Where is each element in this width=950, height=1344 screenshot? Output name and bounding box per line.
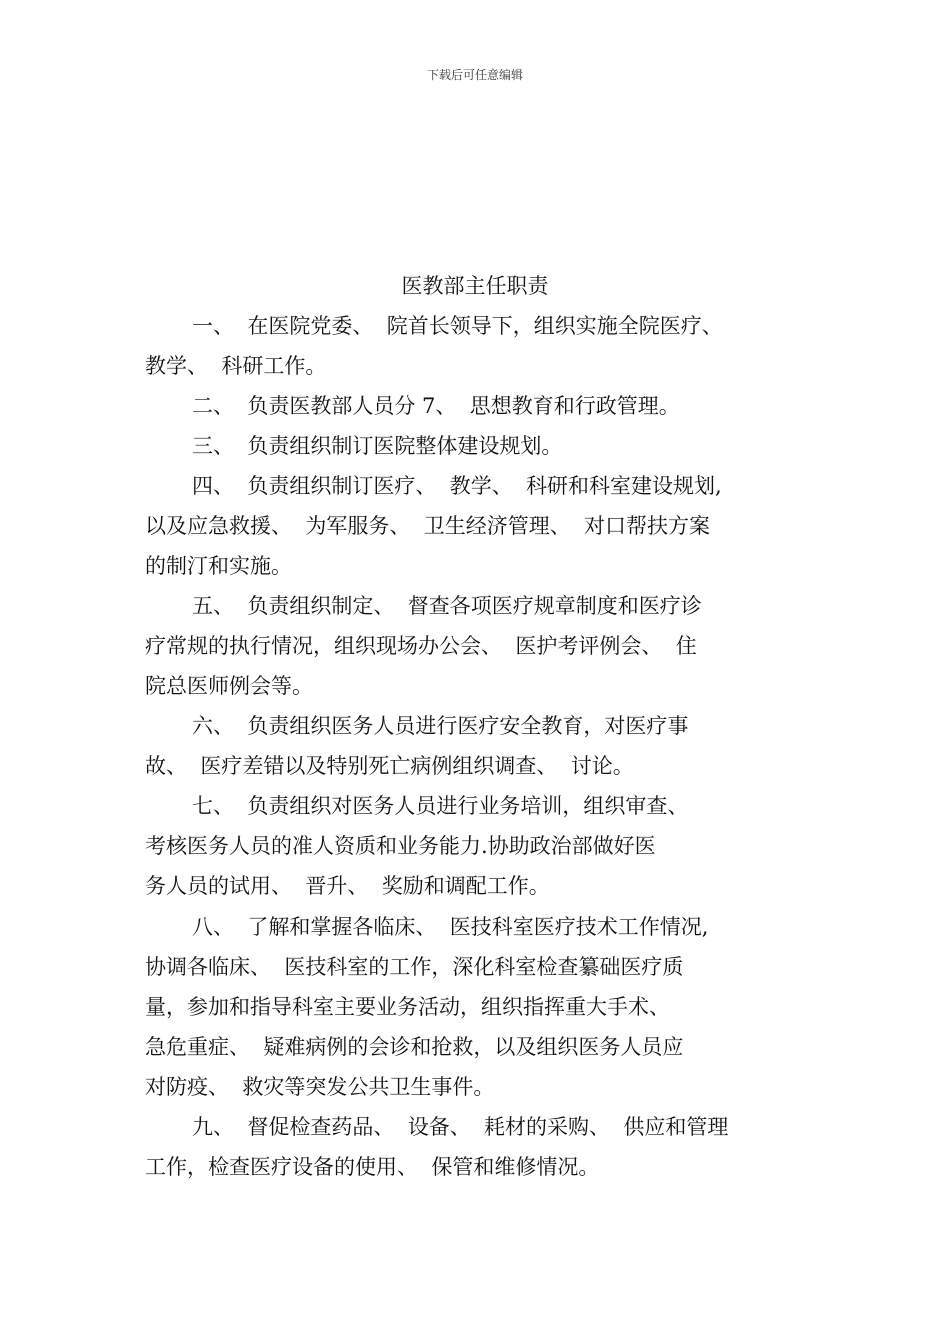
paragraph-line: 院总医师例会等。: [145, 674, 313, 698]
paragraph-line: 工作，检查医疗设备的使用、 保管和维修情况。: [145, 1155, 600, 1179]
paragraph-line: 八、 了解和掌握各临床、 医技科室医疗技术工作情况,: [192, 915, 709, 939]
paragraph-line: 量，参加和指导科室主要业务活动，组织指挥重大手术、: [145, 995, 670, 1019]
page-title: 医教部主任职责: [401, 274, 549, 298]
paragraph-line: 协调各临床、 医技科室的工作，深化科室检查纂础医疗质: [145, 955, 684, 979]
paragraph-line: 急危重症、 疑难病例的会诊和抢救，以及组织医务人员应: [145, 1035, 684, 1059]
paragraph-line: 九、 督促检查药品、 设备、 耗材的采购、 供应和管理: [192, 1115, 729, 1139]
paragraph-line: 七、 负责组织对医务人员进行业务培训，组织审查、: [192, 794, 689, 818]
paragraph-line: 六、 负责组织医务人员进行医疗安全教育，对医疗事: [192, 714, 689, 738]
paragraph-line: 三、 负责组织制订医院整体建设规划。: [192, 434, 563, 458]
paragraph-line: 的制汀和实施。: [145, 554, 292, 578]
paragraph-line: 疗常规的执行情况，组织现场办公会、 医护考评例会、 住: [145, 634, 697, 658]
paragraph-line: 以及应急救援、 为军服务、 卫生经济管理、 对口帮扶方案: [145, 514, 711, 538]
paragraph-line: 务人员的试用、 晋升、 奖励和调配工作。: [145, 874, 550, 898]
paragraph-line: 故、 医疗差错以及特别死亡病例组织调查、 讨论。: [145, 754, 634, 778]
paragraph-line: 教学、 科研工作。: [145, 354, 327, 378]
header-note: 下载后可任意编辑: [426, 68, 523, 82]
paragraph-line: 五、 负责组织制定、 督查各项医疗规章制度和医疗诊: [192, 594, 702, 618]
paragraph-line: 二、 负责医教部人员分 7、 思想教育和行政管理。: [192, 394, 680, 418]
paragraph-line: 一、 在医院党委、 院首长领导下，组织实施全院医疗、: [192, 314, 723, 338]
paragraph-line: 考核医务人员的准人资质和业务能力.协助政治部做好医: [145, 834, 656, 858]
paragraph-line: 四、 负责组织制订医疗、 教学、 科研和科室建设规划,: [192, 474, 722, 498]
paragraph-line: 对防疫、 救灾等突发公共卫生事件。: [145, 1075, 495, 1099]
